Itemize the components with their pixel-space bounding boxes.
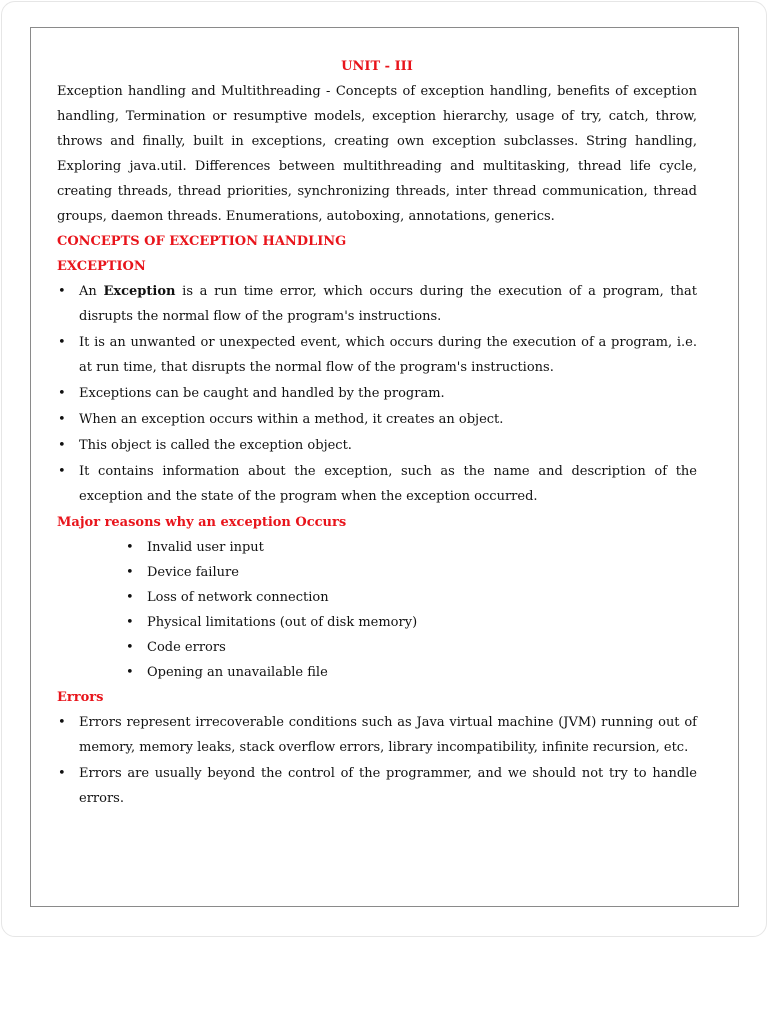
list-item: • Code errors — [125, 635, 697, 660]
unit-title: UNIT - III — [341, 59, 413, 74]
list-item — [57, 279, 697, 329]
list-item: • Errors are usually beyond the control of the programmer, and we should not try to handle errors. — [57, 761, 697, 811]
document-content — [57, 54, 697, 812]
section-heading: CONCEPTS OF EXCEPTION HANDLING — [57, 234, 347, 249]
list-item: • This object is called the exception object. — [57, 433, 697, 458]
list-item: • Exceptions can be caught and handled by the program. — [57, 381, 697, 406]
list-item: • Errors represent irrecoverable conditions such as Java virtual machine (JVM) running out of memory, memory leaks, stack overflow errors, library incompatibility, infinite recursion, etc. — [57, 710, 697, 760]
intro-paragraph: Exception handling and Multithreading - Concepts of exception handling, benefits of exception handling, Termination or resumptive models, exception hierarchy, usage of try, catch, throw, throws and finally, built in exceptions, creating own exception subclasses. String handling, Exploring java.util. Differences between multithreading and multitasking, thread life cycle, creating threads, thread priorities, synchronizing threads, inter thread communication, thread groups, daemon threads. Enumerations, autoboxing, annotations, generics. — [57, 84, 697, 224]
list-item: • Invalid user input — [125, 535, 697, 560]
exception-definition: is a run time error, which occurs during the execution of a program, that disrupts the normal flow of the program's instructions. — [79, 284, 697, 324]
exception-heading: EXCEPTION — [57, 259, 146, 274]
errors-heading: Errors — [57, 690, 104, 705]
errors-list — [57, 710, 697, 811]
list-item: • Loss of network connection — [125, 585, 697, 610]
list-item: • Opening an unavailable file — [125, 660, 697, 685]
list-item: • It is an unwanted or unexpected event, which occurs during the execution of a program, i.e. at run time, that disrupts the normal flow of the program's instructions. — [57, 330, 697, 380]
exception-list — [57, 279, 697, 509]
exception-prefix: An — [79, 284, 104, 299]
list-item: • It contains information about the exception, such as the name and description of the exception and the state of the program when the exception occurred. — [57, 459, 697, 509]
reasons-heading: Major reasons why an exception Occurs — [57, 515, 347, 530]
exception-term: Exception — [103, 284, 176, 299]
list-item: • When an exception occurs within a method, it creates an object. — [57, 407, 697, 432]
list-item: • Device failure — [125, 560, 697, 585]
reasons-list — [125, 535, 697, 685]
list-item: • Physical limitations (out of disk memory) — [125, 610, 697, 635]
